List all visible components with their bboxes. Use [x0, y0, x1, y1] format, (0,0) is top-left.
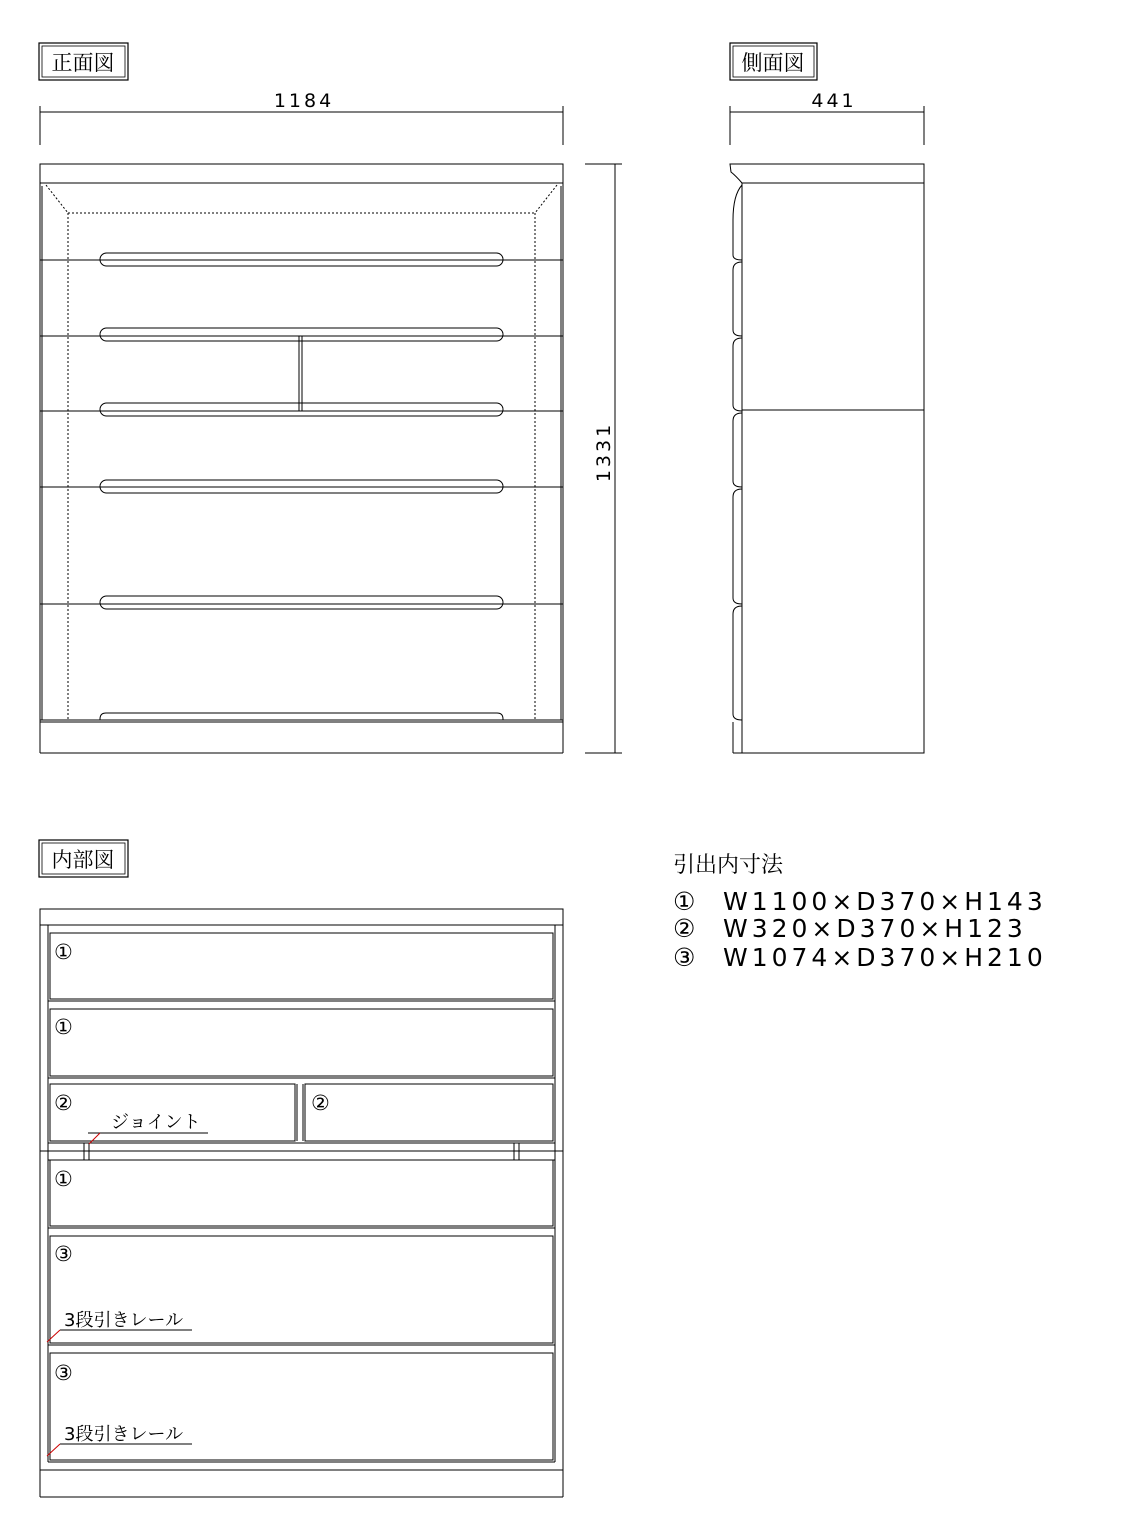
drawer-marker: ①	[54, 1015, 73, 1039]
spec-title: 引出内寸法	[673, 853, 784, 878]
interior-view-label: 内部図	[51, 848, 115, 872]
spec-row: W1074×D370×H210	[723, 943, 1047, 972]
front-view-label: 正面図	[51, 51, 115, 75]
front-width-dimension: 1184	[273, 90, 335, 112]
joint-label: ジョイント	[111, 1112, 201, 1133]
drawer-marker: ③	[54, 1361, 73, 1385]
drawer-marker: ②	[54, 1091, 73, 1115]
front-view	[39, 43, 622, 753]
rail-leader-2	[47, 1444, 60, 1456]
joint-leader	[89, 1133, 100, 1144]
side-view	[730, 43, 924, 753]
spec-marker: ③	[673, 943, 700, 972]
interior-view	[39, 840, 563, 1497]
drawer-marker: ②	[311, 1091, 330, 1115]
side-depth-dimension: 441	[811, 90, 857, 112]
rail-label: 3段引きレール	[64, 1310, 184, 1331]
drawer-marker: ③	[54, 1242, 73, 1266]
front-height-dimension: 1331	[593, 421, 615, 483]
spec-row: W1100×D370×H143	[723, 887, 1047, 916]
rail-leader-1	[47, 1330, 60, 1342]
spec-marker: ①	[673, 887, 700, 916]
rail-label: 3段引きレール	[64, 1424, 184, 1445]
drawer-marker: ①	[54, 940, 73, 964]
side-view-label: 側面図	[741, 51, 805, 75]
spec-marker: ②	[673, 914, 700, 943]
drawer-marker: ①	[54, 1167, 73, 1191]
spec-row: W320×D370×H123	[723, 914, 1027, 943]
